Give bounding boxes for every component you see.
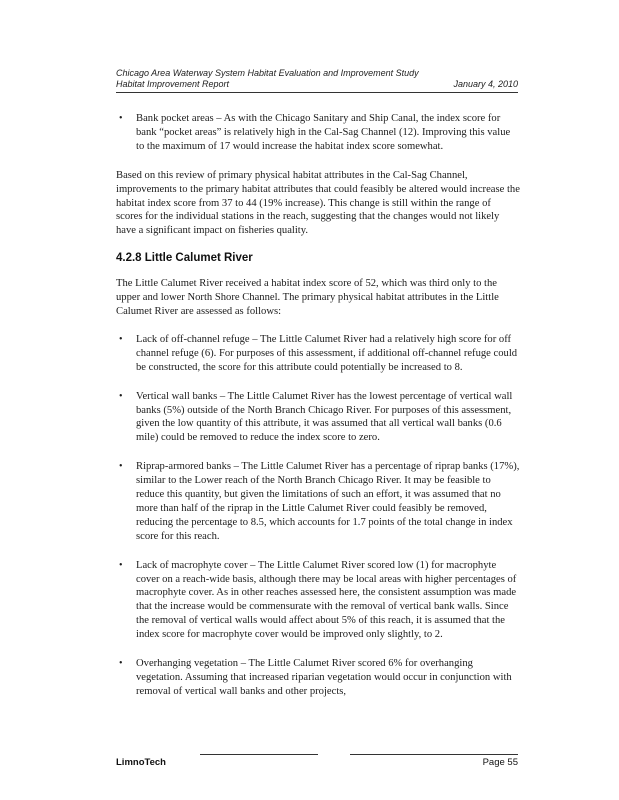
bullet-icon: • [119, 113, 123, 124]
list-item [116, 559, 520, 642]
intro-bullet-list [116, 112, 520, 154]
footer-company: LimnoTech [116, 757, 166, 768]
bullet-icon: • [119, 390, 123, 402]
summary-paragraph: Based on this review of primary physical habitat attributes in the Cal-Sag Channel, improvements to the primary habitat attributes that could feasibly be altered would increase the habitat index score from 37 to 44 (19% increase). This change is still within the range of scores for the individual stations in the reach, suggesting that the changes would not likely have a significant impact on fisheries quality. [116, 169, 520, 237]
list-item [116, 112, 520, 154]
list-item-text: Riprap-armored banks – The Little Calumet River has a percentage of riprap banks (17%), similar to the Lower reach of the North Branch Chicago River. It may be feasible to reduce this quantity, but given the limitations of such an effort, it was assumed that no more than half of the riprap in the Little Calumet River could feasibly be removed, reducing the percentage to 8.5, which accounts for 1.7 points of the total change in index score for this reach. [136, 461, 520, 542]
report-header [116, 68, 436, 90]
header-divider [116, 92, 518, 93]
footer-divider-left [200, 754, 318, 755]
list-item-text: Overhanging vegetation – The Little Calumet River scored 6% for overhanging vegetation. Assuming that increased riparian vegetation would occur in conjunction with removal of vertical wall banks and other projects, [136, 658, 512, 697]
footer-divider-right [350, 754, 518, 755]
report-date: January 4, 2010 [453, 79, 518, 89]
section-heading: 4.2.8 Little Calumet River [116, 252, 253, 265]
list-item [116, 333, 520, 375]
bullet-icon: • [119, 559, 123, 571]
list-item [116, 390, 520, 446]
attribute-bullet-list [116, 333, 520, 699]
list-item-text: Lack of macrophyte cover – The Little Calumet River scored low (1) for macrophyte cover on a reach-wide basis, although there may be local areas with higher percentages of macrophyte cover. As in other reaches assessed here, the consistent assumption was made that the increase would be commensurate with the removal of vertical bank walls. Since the removal of vertical walls would affect about 5% of this reach, it is assumed that the index score for macrophyte cover would be improved only slightly, to 2. [136, 559, 517, 641]
bullet-icon: • [119, 658, 123, 670]
list-item [116, 460, 520, 543]
list-item [116, 657, 520, 699]
list-item-text: Lack of off-channel refuge – The Little Calumet River had a relatively high score for off channel refuge (6). For purposes of this assessment, if additional off-channel refuge could be constructed, the score for this attribute could potentially be increased to 8. [136, 333, 518, 373]
report-title: Chicago Area Waterway System Habitat Evaluation and Improvement Study [116, 68, 419, 78]
section-intro-paragraph: The Little Calumet River received a habitat index score of 52, which was third only to the upper and lower North Shore Channel. The primary physical habitat attributes in the Little Calumet River are assessed as follows: [116, 278, 499, 317]
bullet-icon: • [119, 461, 123, 473]
list-item-text: Vertical wall banks – The Little Calumet River has the lowest percentage of vertical wall banks (5%) outside of the North Branch Chicago River. For purposes of this assessment, given the low quantity of this attribute, it was assumed that all vertical wall banks (0.6 mile) could be removed to reduce the index score to zero. [136, 390, 513, 444]
page-number: Page 55 [482, 757, 518, 768]
bullet-icon: • [119, 333, 123, 345]
page-body [116, 112, 520, 714]
list-item-text: Bank pocket areas – As with the Chicago Sanitary and Ship Canal, the index score for bank “pocket areas” is relatively high in the Cal-Sag Channel (12). Improving this value to the maximum of 17 would increase the habitat index score somewhat. [136, 113, 511, 152]
report-subtitle: Habitat Improvement Report [116, 79, 230, 89]
